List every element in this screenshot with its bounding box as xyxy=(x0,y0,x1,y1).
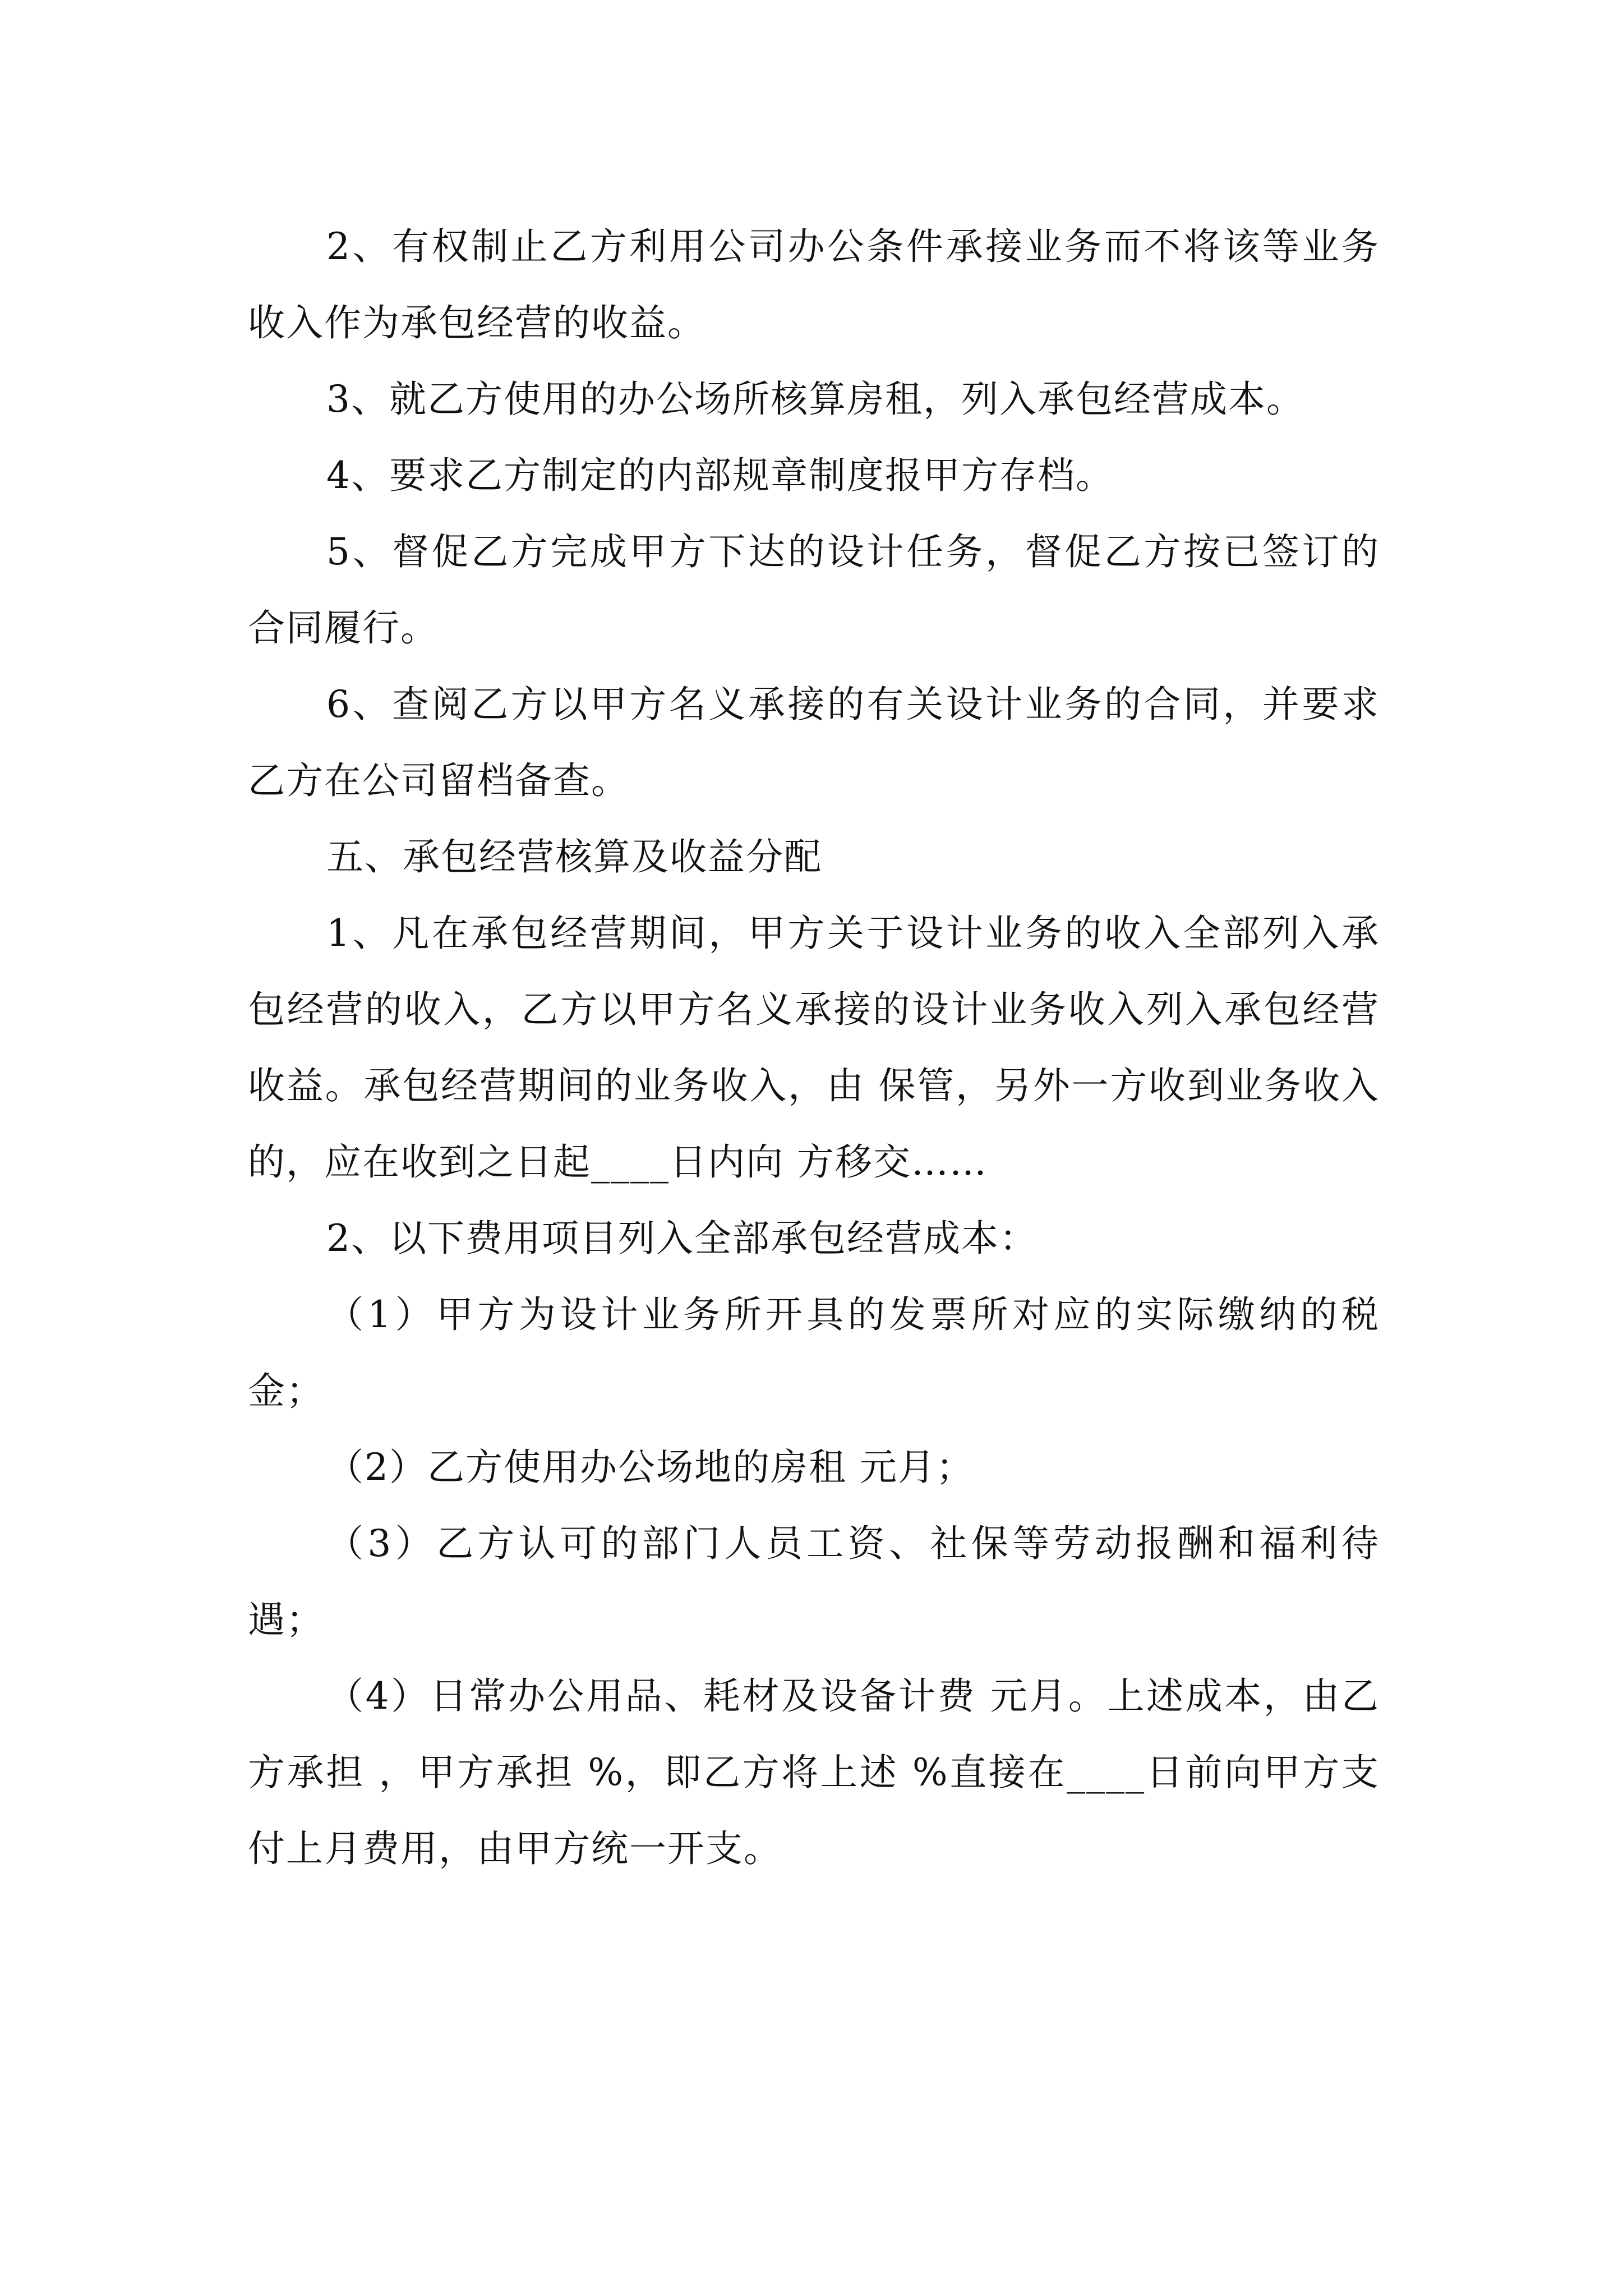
paragraph-right-5: 5、督促乙方完成甲方下达的设计任务，督促乙方按已签订的合同履行。 xyxy=(248,530,1380,650)
cost-item-1: （1）甲方为设计业务所开具的发票所对应的实际缴纳的税金； xyxy=(248,1293,1380,1412)
paragraph-costs-2: 2、以下费用项目列入全部承包经营成本： xyxy=(326,1217,1038,1260)
paragraph-income-1: 1、凡在承包经营期间，甲方关于设计业务的收入全部列入承包经营的收入，乙方以甲方名义承接的设计业务收入列入承包经营收益。承包经营期间的业务收入，由 保管，另外一方收到业务收入的，应在收到之日起____日内向 方移交…… xyxy=(248,912,1380,1184)
paragraph-right-4: 4、要求乙方制定的内部规章制度报甲方存档。 xyxy=(326,454,1114,497)
paragraph-right-2: 2、有权制止乙方利用公司办公条件承接业务而不将该等业务收入作为承包经营的收益。 xyxy=(248,225,1380,344)
cost-item-4: （4）日常办公用品、耗材及设备计费 元月。上述成本，由乙方承担 ，甲方承担 %，即乙方将上述 %直接在____日前向甲方支付上月费用，由甲方统一开支。 xyxy=(248,1674,1380,1870)
document-body xyxy=(248,209,1380,1887)
paragraph-right-6: 6、查阅乙方以甲方名义承接的有关设计业务的合同，并要求乙方在公司留档备查。 xyxy=(248,683,1380,802)
cost-item-3: （3）乙方认可的部门人员工资、社保等劳动报酬和福利待遇； xyxy=(248,1522,1380,1641)
paragraph-right-3: 3、就乙方使用的办公场所核算房租，列入承包经营成本。 xyxy=(326,378,1304,421)
section-heading-5: 五、承包经营核算及收益分配 xyxy=(326,835,822,878)
cost-item-2: （2）乙方使用办公场地的房租 元月； xyxy=(326,1446,974,1489)
